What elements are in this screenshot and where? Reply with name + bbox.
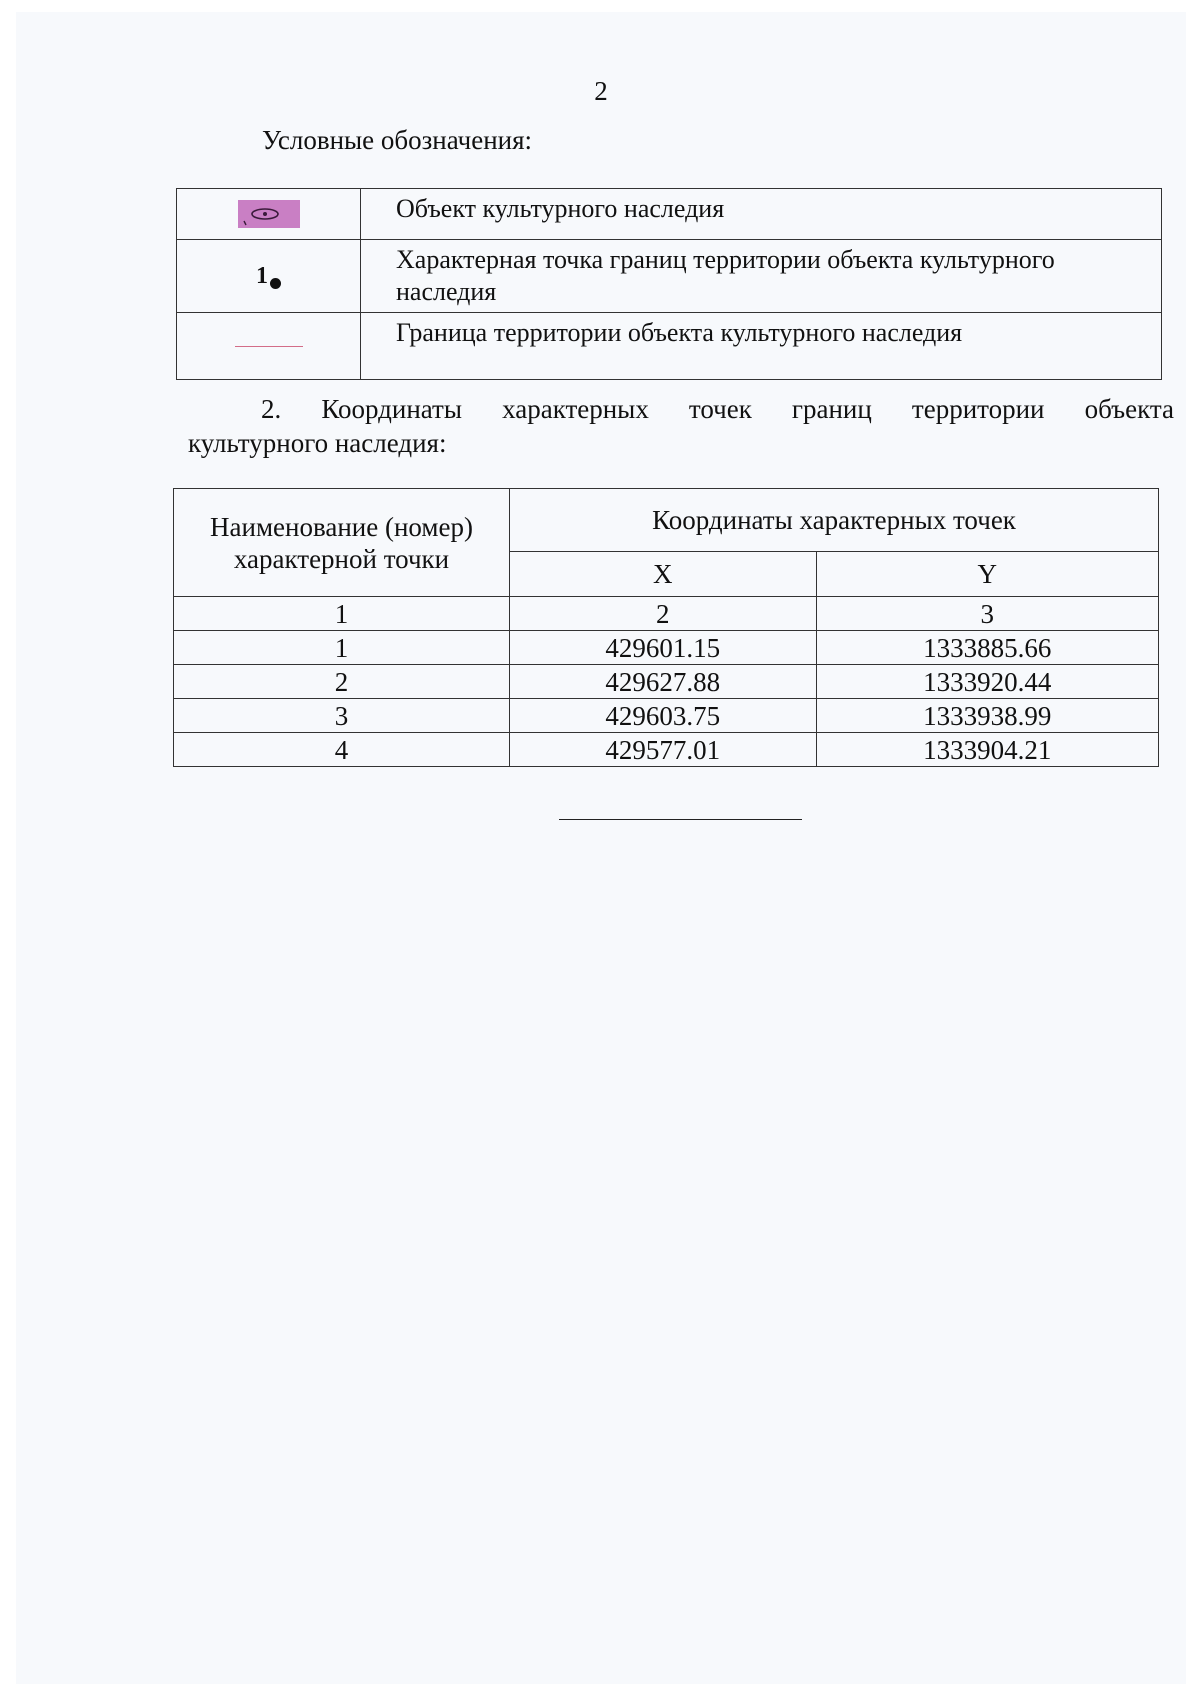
header-point-name: Наименование (номер) характерной точки [174, 489, 510, 597]
table-row [174, 699, 1159, 733]
table-row [174, 733, 1159, 767]
coordinates-table [173, 488, 1159, 767]
legend-title: Условные обозначения: [262, 125, 533, 155]
header-y: Y [816, 552, 1158, 597]
heading-word: объекта [1084, 394, 1174, 424]
column-number: 3 [816, 597, 1158, 631]
point-symbol-label: 1 [256, 262, 268, 289]
column-number: 2 [510, 597, 817, 631]
heading-word: характерных [502, 394, 649, 424]
header-x: X [510, 552, 817, 597]
section-2-line-1 [188, 392, 1174, 426]
characteristic-point-icon [256, 263, 281, 290]
coordinate-x: 429603.75 [510, 699, 817, 733]
point-number: 1 [174, 631, 510, 665]
table-row [174, 631, 1159, 665]
heading-word: Координаты [321, 394, 462, 424]
legend-row [177, 240, 1162, 313]
document-page [16, 12, 1186, 1684]
header-coordinates: Координаты характерных точек [510, 489, 1159, 552]
point-number: 3 [174, 699, 510, 733]
legend-symbol-cell [177, 240, 361, 313]
page-number: 2 [594, 76, 608, 106]
heading-word: 2. [261, 394, 282, 424]
point-number: 2 [174, 665, 510, 699]
column-number-row [174, 597, 1159, 631]
legend-row [177, 313, 1162, 380]
coordinate-y: 1333920.44 [816, 665, 1158, 699]
coordinate-x: 429601.15 [510, 631, 817, 665]
table-header-row [174, 489, 1159, 552]
legend-symbol-cell [177, 189, 361, 240]
coordinate-x: 429577.01 [510, 733, 817, 767]
section-2-heading [188, 392, 1174, 460]
legend-row [177, 189, 1162, 240]
legend-text: Объект культурного наследия [361, 189, 1162, 240]
coordinate-y: 1333904.21 [816, 733, 1158, 767]
point-number: 4 [174, 733, 510, 767]
heading-word: границ [791, 394, 872, 424]
legend-symbol-cell [177, 313, 361, 380]
section-2-line-2: культурного наследия: [188, 428, 447, 458]
coordinate-y: 1333938.99 [816, 699, 1158, 733]
coordinate-y: 1333885.66 [816, 631, 1158, 665]
legend-table [176, 188, 1162, 380]
end-divider-line [559, 819, 802, 820]
column-number: 1 [174, 597, 510, 631]
table-row [174, 665, 1159, 699]
heritage-object-icon [238, 200, 300, 228]
boundary-line-icon [235, 346, 303, 347]
coordinate-x: 429627.88 [510, 665, 817, 699]
legend-text: Характерная точка границ территории объекта культурного наследия [361, 240, 1162, 313]
legend-text: Граница территории объекта культурного наследия [361, 313, 1162, 380]
heading-word: точек [688, 394, 752, 424]
heading-word: территории [911, 394, 1045, 424]
